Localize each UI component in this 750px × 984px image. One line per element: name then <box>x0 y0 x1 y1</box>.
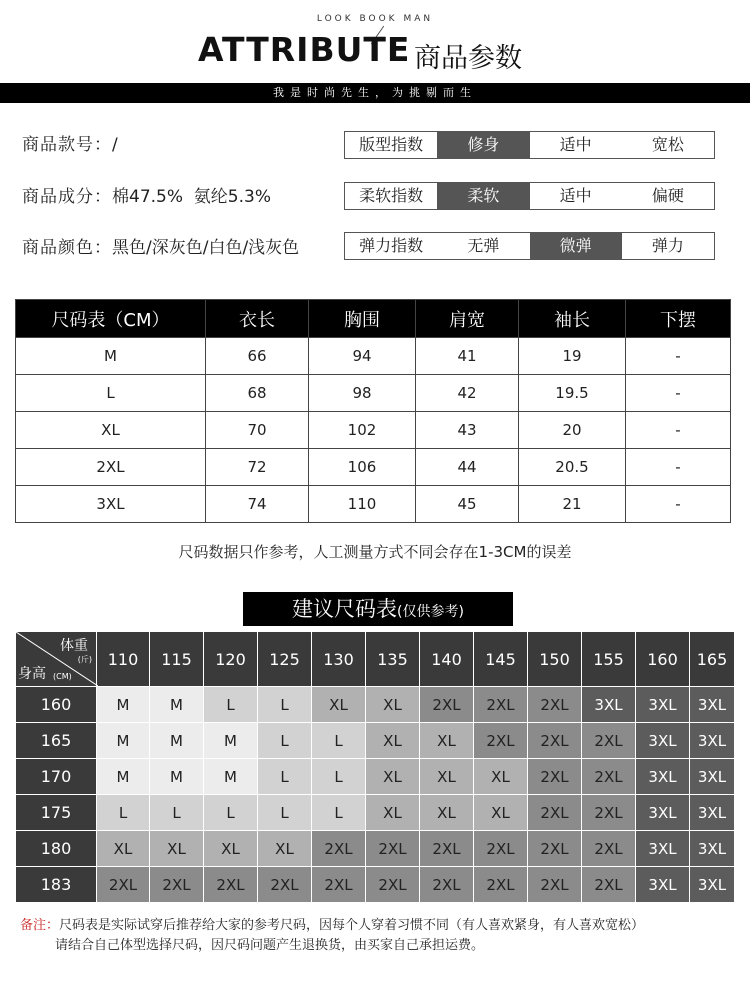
recommend-title-text: 建议尺码表 <box>292 597 398 621</box>
height-row-header: 180 <box>16 831 97 867</box>
height-label: 身高 <box>18 666 46 682</box>
weight-col-header: 160 <box>636 632 690 687</box>
size-cell: 2XL <box>474 867 528 903</box>
size-cell: M <box>97 723 150 759</box>
size-cell: 2XL <box>420 687 474 723</box>
fit-index <box>344 131 715 159</box>
size-cell: M <box>204 723 258 759</box>
shoulder-col-header: 肩宽 <box>416 300 519 338</box>
size-cell: 2XL <box>528 795 582 831</box>
size-cell: L <box>258 795 312 831</box>
table-cell: 45 <box>416 486 519 523</box>
fit-option-regular: 适中 <box>559 135 592 154</box>
table-cell: - <box>626 412 731 449</box>
size-cell: XL <box>366 759 420 795</box>
size-table-header <box>16 300 731 338</box>
height-unit: (CM) <box>53 672 72 681</box>
size-cell: 2XL <box>528 759 582 795</box>
recommend-title <box>243 592 513 626</box>
table-cell: XL <box>16 412 206 449</box>
softness-option-hard: 偏硬 <box>651 186 684 205</box>
weight-col-header: 135 <box>366 632 420 687</box>
fit-option-loose: 宽松 <box>651 135 684 154</box>
softness-index-label: 柔软指数 <box>359 186 424 205</box>
title-english: ATTRIBUTE <box>198 30 411 69</box>
table-row <box>16 831 735 867</box>
table-cell: 3XL <box>16 486 206 523</box>
model-label: 商品款号： <box>22 135 112 155</box>
size-cell: 2XL <box>528 723 582 759</box>
weight-col-header: 115 <box>150 632 204 687</box>
table-cell: 102 <box>309 412 416 449</box>
size-cell: XL <box>204 831 258 867</box>
stretch-option-slight: 微弹 <box>530 233 622 259</box>
table-cell: 43 <box>416 412 519 449</box>
size-cell: L <box>150 795 204 831</box>
size-cell: M <box>97 759 150 795</box>
size-cell: M <box>150 759 204 795</box>
length-col-header: 衣长 <box>206 300 309 338</box>
size-cell: L <box>312 759 366 795</box>
product-color <box>22 233 299 258</box>
size-cell: L <box>258 723 312 759</box>
remark-label: 备注： <box>20 918 60 933</box>
table-row <box>16 375 731 412</box>
size-cell: 2XL <box>258 867 312 903</box>
color-value: 黑色/深灰色/白色/浅灰色 <box>112 238 300 258</box>
size-cell: 2XL <box>582 723 636 759</box>
size-cell: 3XL <box>690 795 735 831</box>
color-label: 商品颜色： <box>22 238 112 258</box>
size-cell: XL <box>420 759 474 795</box>
table-cell: 44 <box>416 449 519 486</box>
table-row <box>16 867 735 903</box>
recommend-size-table <box>15 631 735 903</box>
table-row <box>16 759 735 795</box>
table-cell: 20 <box>519 412 626 449</box>
table-row <box>16 723 735 759</box>
product-model <box>22 130 118 155</box>
table-cell: 98 <box>309 375 416 412</box>
table-cell: M <box>16 338 206 375</box>
weight-col-header: 150 <box>528 632 582 687</box>
softness-option-soft: 柔软 <box>437 183 529 209</box>
size-cell: 2XL <box>528 831 582 867</box>
size-cell: L <box>312 723 366 759</box>
material-label: 商品成分： <box>22 187 112 207</box>
height-row-header: 160 <box>16 687 97 723</box>
slogan-banner: 我是时尚先生，为挑剔而生 <box>0 83 750 103</box>
size-cell: 3XL <box>636 687 690 723</box>
size-cell: XL <box>366 687 420 723</box>
size-cell: L <box>258 687 312 723</box>
height-row-header: 183 <box>16 867 97 903</box>
hem-col-header: 下摆 <box>626 300 731 338</box>
table-cell: 42 <box>416 375 519 412</box>
tagline: LOOK BOOK MAN <box>316 14 434 24</box>
size-cell: 3XL <box>690 831 735 867</box>
size-cell: 2XL <box>312 867 366 903</box>
chest-col-header: 胸围 <box>309 300 416 338</box>
table-cell: 70 <box>206 412 309 449</box>
model-value: / <box>112 135 118 155</box>
remark-line-1 <box>20 916 644 936</box>
height-row-header: 175 <box>16 795 97 831</box>
table-row <box>16 486 731 523</box>
size-cell: M <box>97 687 150 723</box>
table-cell: 19.5 <box>519 375 626 412</box>
size-cell: M <box>204 759 258 795</box>
table-row <box>16 449 731 486</box>
softness-index <box>344 182 715 210</box>
size-cell: 3XL <box>690 759 735 795</box>
table-cell: 2XL <box>16 449 206 486</box>
size-cell: 2XL <box>582 795 636 831</box>
size-cell: 2XL <box>420 831 474 867</box>
sleeve-col-header: 袖长 <box>519 300 626 338</box>
size-cell: M <box>150 723 204 759</box>
table-row <box>16 687 735 723</box>
size-cell: 2XL <box>150 867 204 903</box>
remark-line-2: 请结合自己体型选择尺码，因尺码问题产生退换货，由买家自己承担运费。 <box>55 938 485 953</box>
size-cell: L <box>204 687 258 723</box>
size-cell: 2XL <box>97 867 150 903</box>
table-cell: 21 <box>519 486 626 523</box>
fit-index-label: 版型指数 <box>359 135 424 154</box>
size-cell: XL <box>420 723 474 759</box>
weight-col-header: 155 <box>582 632 636 687</box>
size-cell: 3XL <box>636 759 690 795</box>
measurement-note: 尺码数据只作参考，人工测量方式不同会存在1-3CM的误差 <box>178 543 572 561</box>
recommend-title-note: (仅供参考) <box>397 604 464 620</box>
size-cell: XL <box>474 795 528 831</box>
stretch-option-none: 无弹 <box>467 236 500 255</box>
size-cell: 3XL <box>690 867 735 903</box>
size-cell: 2XL <box>474 723 528 759</box>
size-cell: L <box>97 795 150 831</box>
table-cell: - <box>626 449 731 486</box>
remark-text-1: 尺码表是实际试穿后推荐给大家的参考尺码，因每个人穿着习惯不同（有人喜欢紧身，有人喜欢宽松） <box>59 918 645 933</box>
weight-unit: (斤) <box>77 655 92 664</box>
table-cell: 94 <box>309 338 416 375</box>
table-cell: 20.5 <box>519 449 626 486</box>
table-cell: 41 <box>416 338 519 375</box>
table-cell: - <box>626 338 731 375</box>
size-cell: 3XL <box>636 831 690 867</box>
table-cell: 68 <box>206 375 309 412</box>
softness-option-medium: 适中 <box>559 186 592 205</box>
size-cell: L <box>312 795 366 831</box>
size-cell: 2XL <box>420 867 474 903</box>
size-cell: 3XL <box>636 723 690 759</box>
height-row-header: 165 <box>16 723 97 759</box>
weight-col-header: 165 <box>690 632 735 687</box>
size-table <box>15 299 731 523</box>
size-cell: M <box>150 687 204 723</box>
table-cell: 72 <box>206 449 309 486</box>
title-chinese: 商品参数 <box>414 43 522 74</box>
size-cell: XL <box>474 759 528 795</box>
size-cell: 3XL <box>636 867 690 903</box>
table-cell: - <box>626 486 731 523</box>
size-cell: 2XL <box>204 867 258 903</box>
size-cell: XL <box>97 831 150 867</box>
fit-option-slim: 修身 <box>437 132 529 158</box>
recommend-header-row <box>16 632 735 687</box>
size-cell: XL <box>366 723 420 759</box>
remark <box>20 916 644 956</box>
size-cell: 2XL <box>474 687 528 723</box>
size-cell: XL <box>366 795 420 831</box>
size-col-header: 尺码表（CM） <box>16 300 206 338</box>
height-row-header: 170 <box>16 759 97 795</box>
size-cell: 3XL <box>690 687 735 723</box>
size-cell: XL <box>150 831 204 867</box>
table-row <box>16 795 735 831</box>
product-material <box>22 182 271 207</box>
material-value: 棉47.5% 氨纶5.3% <box>112 187 272 207</box>
corner-cell <box>16 632 97 687</box>
weight-col-header: 145 <box>474 632 528 687</box>
weight-col-header: 125 <box>258 632 312 687</box>
weight-col-header: 130 <box>312 632 366 687</box>
table-cell: 66 <box>206 338 309 375</box>
stretch-index <box>344 232 715 260</box>
size-cell: XL <box>420 795 474 831</box>
size-cell: L <box>258 759 312 795</box>
weight-col-header: 140 <box>420 632 474 687</box>
size-cell: 2XL <box>474 831 528 867</box>
size-cell: 3XL <box>582 687 636 723</box>
table-cell: - <box>626 375 731 412</box>
size-cell: L <box>204 795 258 831</box>
table-cell: 110 <box>309 486 416 523</box>
stretch-index-label: 弹力指数 <box>359 236 424 255</box>
size-cell: 3XL <box>636 795 690 831</box>
table-cell: L <box>16 375 206 412</box>
size-cell: 2XL <box>528 687 582 723</box>
table-row <box>16 338 731 375</box>
size-cell: 2XL <box>582 759 636 795</box>
table-row <box>16 412 731 449</box>
size-cell: 2XL <box>366 831 420 867</box>
size-cell: 2XL <box>366 867 420 903</box>
size-cell: XL <box>258 831 312 867</box>
weight-col-header: 110 <box>97 632 150 687</box>
stretch-option-high: 弹力 <box>651 236 684 255</box>
size-cell: 2XL <box>582 867 636 903</box>
weight-label: 体重 <box>60 638 88 654</box>
table-cell: 74 <box>206 486 309 523</box>
size-cell: 2XL <box>312 831 366 867</box>
size-cell: XL <box>312 687 366 723</box>
size-cell: 2XL <box>528 867 582 903</box>
size-cell: 2XL <box>582 831 636 867</box>
table-cell: 19 <box>519 338 626 375</box>
size-cell: 3XL <box>690 723 735 759</box>
weight-col-header: 120 <box>204 632 258 687</box>
table-cell: 106 <box>309 449 416 486</box>
